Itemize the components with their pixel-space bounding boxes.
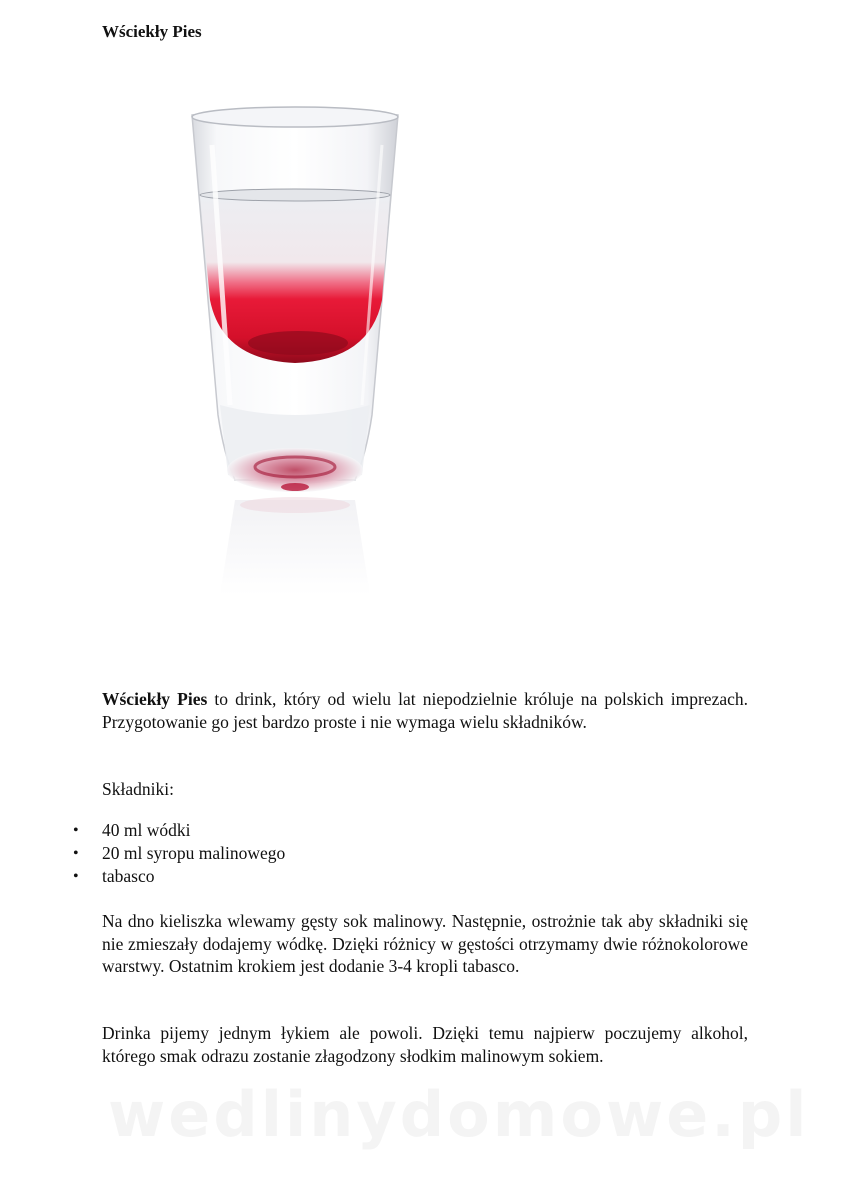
bullet-icon: • [73, 822, 79, 839]
bullet-icon: • [73, 845, 79, 862]
list-item [73, 865, 285, 888]
list-item [73, 819, 285, 842]
page-title: Wściekły Pies [102, 22, 202, 41]
shot-glass-photo [100, 75, 480, 620]
list-item [73, 842, 286, 865]
watermark: wedlinydomowe.pl [108, 1078, 810, 1151]
ingredient-text: 20 ml syropu malinowego [102, 843, 286, 863]
intro-paragraph [102, 688, 748, 733]
preparation-paragraph: Na dno kieliszka wlewamy gęsty sok malinowy. Następnie, ostrożnie tak aby składniki się nie zmieszały dodajemy wódkę. Dzięki różnicy w gęstości otrzymamy dwie różnokolorowe warstwy. Ostatnim krokiem jest dodanie 3-4 kropli tabasco. [102, 911, 748, 977]
ingredients-heading: Składniki: [102, 779, 174, 799]
ingredients-list [73, 819, 286, 888]
drink-name: Wściekły Pies [102, 689, 208, 709]
shot-glass-illustration [100, 75, 480, 620]
intro-text: to drink, który od wielu lat niepodzielnie króluje na polskich imprezach. Przygotowanie go jest bardzo proste i nie wymaga wielu składników. [102, 689, 748, 732]
ingredient-text: 40 ml wódki [102, 820, 191, 840]
bullet-icon: • [73, 868, 79, 885]
ingredient-text: tabasco [102, 866, 155, 886]
serving-paragraph: Drinka pijemy jednym łykiem ale powoli. Dzięki temu najpierw poczujemy alkohol, którego smak odrazu zostanie złagodzony słodkim malinowym sokiem. [102, 1023, 748, 1066]
